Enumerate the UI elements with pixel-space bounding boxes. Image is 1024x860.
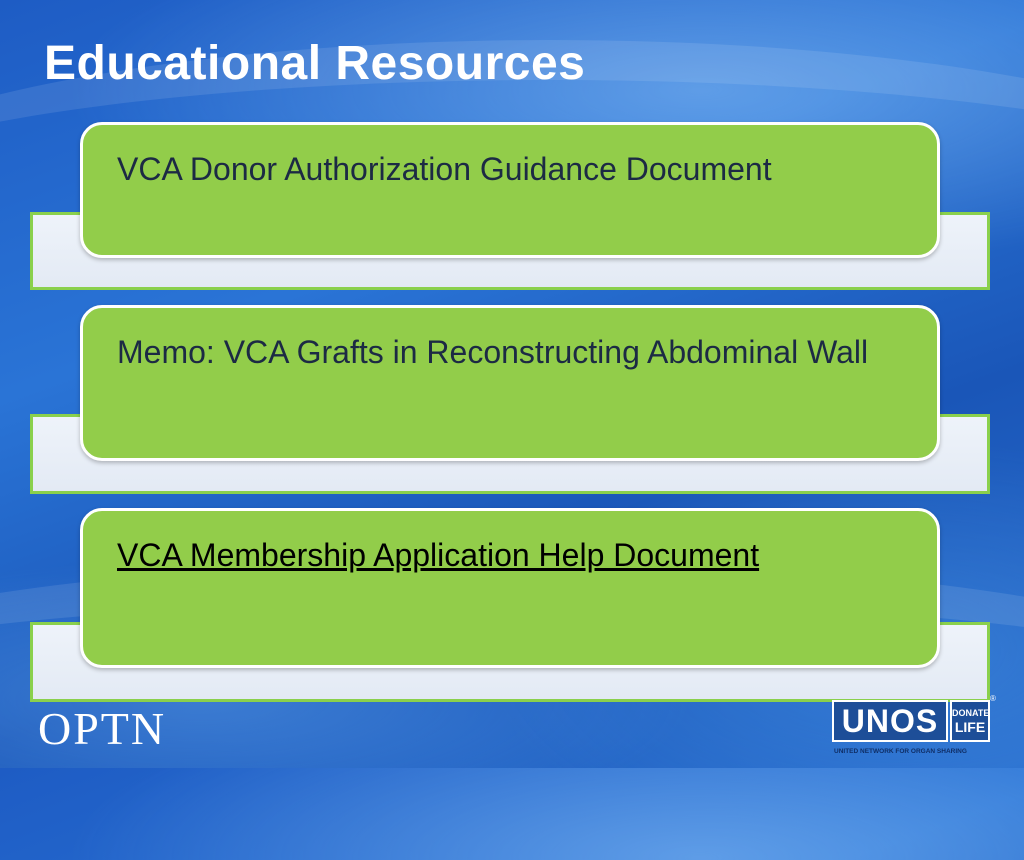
registered-mark: ® (990, 694, 996, 703)
donate-life-line2: LIFE (954, 719, 986, 735)
page-title: Educational Resources (44, 37, 586, 90)
resource-card-text: VCA Donor Authorization Guidance Document (117, 151, 772, 187)
donate-life-badge (950, 700, 990, 742)
optn-logo: OPTN (38, 703, 167, 754)
resource-card-donor-authorization (80, 122, 940, 258)
unos-tagline: UNITED NETWORK FOR ORGAN SHARING (834, 748, 967, 755)
resource-card-membership-application (80, 508, 940, 668)
membership-help-document-link[interactable]: VCA Membership Application Help Document (117, 537, 760, 573)
unos-logo (832, 694, 996, 760)
unos-wordmark: UNOS (832, 700, 948, 742)
resource-card-text: Memo: VCA Grafts in Reconstructing Abdominal Wall (117, 334, 869, 370)
donate-life-line1: DONATE (952, 708, 990, 718)
resource-card-memo-vca-grafts (80, 305, 940, 461)
